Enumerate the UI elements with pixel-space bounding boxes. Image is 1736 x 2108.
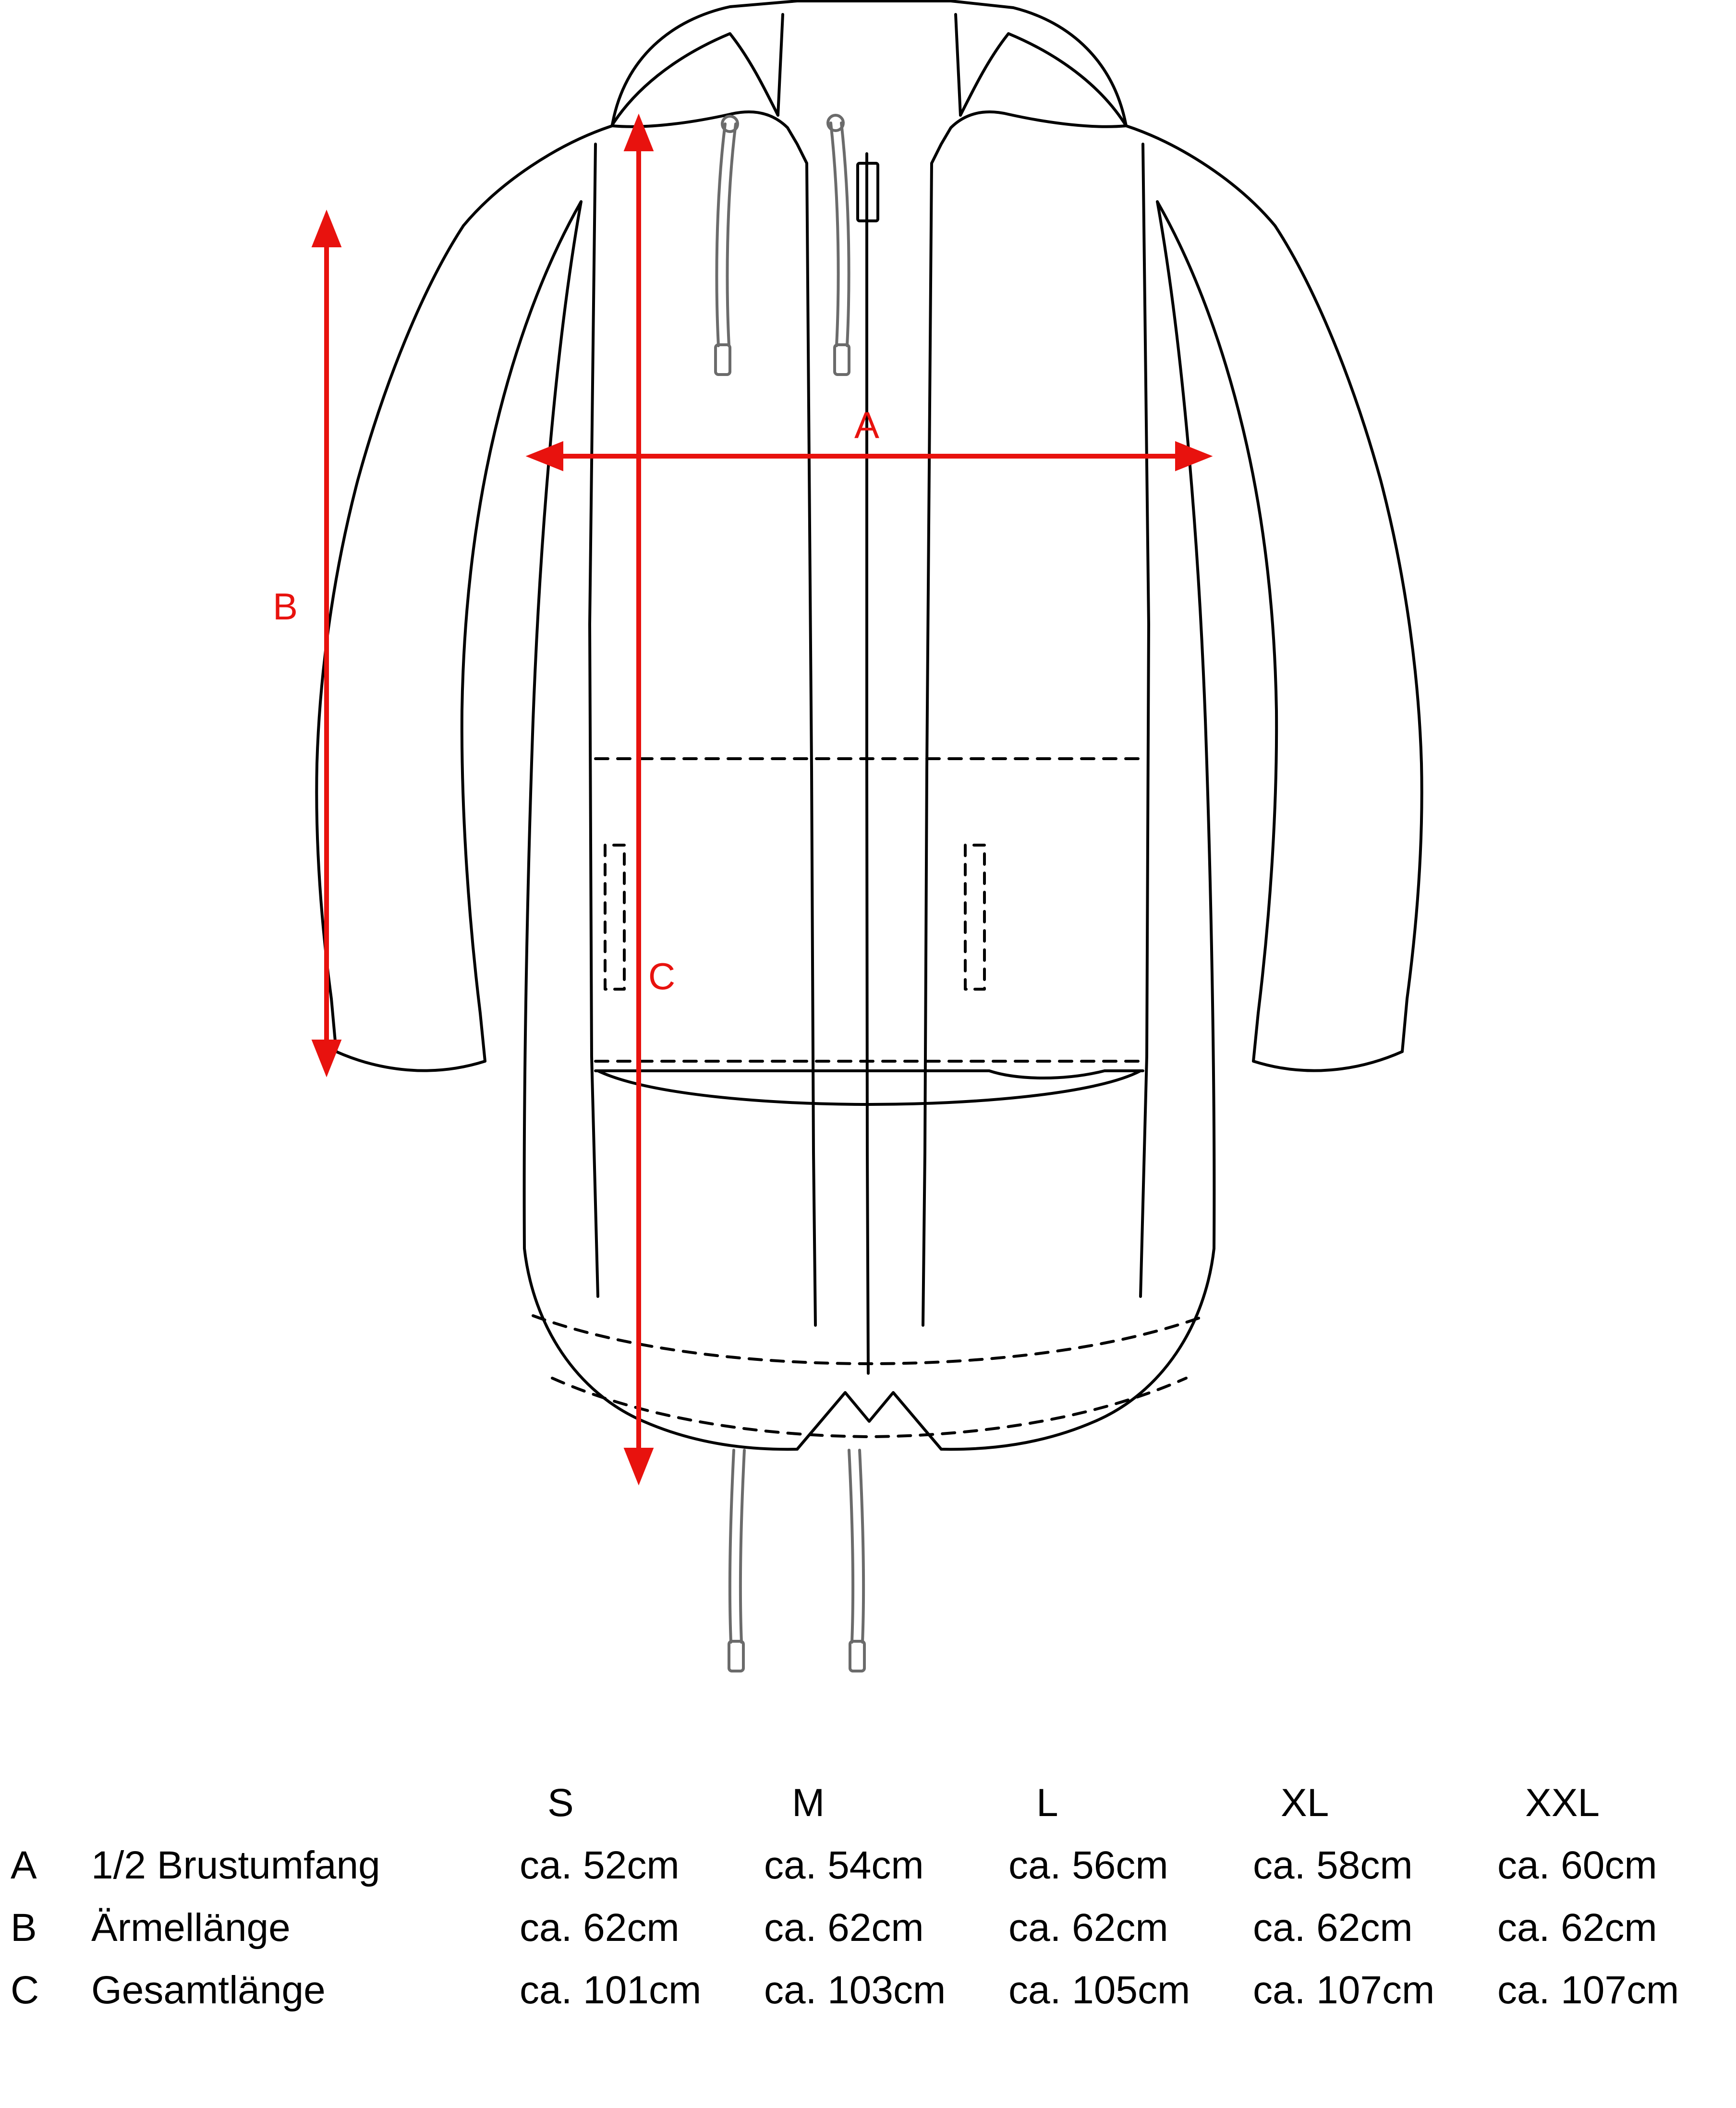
left-cuff — [336, 1052, 485, 1071]
row-b-value-m: ca. 62cm — [764, 1906, 924, 1950]
zipper-line — [867, 154, 868, 1373]
row-a-value-xxl: ca. 60cm — [1497, 1843, 1657, 1887]
row-key-c: C — [11, 1968, 39, 2012]
row-b-value-l: ca. 62cm — [1008, 1906, 1168, 1950]
left-sleeve-outer — [316, 226, 463, 1052]
size-header-xl: XL — [1281, 1781, 1329, 1825]
pocket-opening-right — [965, 845, 984, 989]
pocket-curve — [598, 1071, 1141, 1104]
row-b-value-xl: ca. 62cm — [1253, 1906, 1413, 1950]
row-a-value-l: ca. 56cm — [1008, 1843, 1168, 1887]
table-header-row — [0, 1772, 1736, 1834]
center-front-right — [923, 163, 932, 1325]
row-c-value-l: ca. 105cm — [1008, 1968, 1190, 2012]
dimension-label-a: A — [854, 404, 880, 446]
hood-outline — [612, 1, 1126, 126]
center-front-left — [807, 163, 815, 1325]
measurement-arrows — [315, 120, 1206, 1479]
header-desc-blank — [77, 1772, 514, 1834]
size-header-m: M — [792, 1781, 825, 1825]
row-desc-a: 1/2 Brustumfang — [91, 1843, 380, 1887]
row-desc-b: Ärmellänge — [91, 1906, 291, 1950]
panel-seam-left — [590, 144, 598, 1296]
hem-notch — [797, 1393, 941, 1449]
row-key-a: A — [11, 1843, 37, 1887]
panel-seam-right — [1141, 144, 1149, 1296]
body-right-side — [1157, 202, 1214, 1248]
row-key-b: B — [11, 1906, 37, 1950]
hem-drawcords — [729, 1450, 864, 1671]
row-desc-c: Gesamtlänge — [91, 1968, 326, 2012]
size-header-s: S — [547, 1781, 574, 1825]
dimension-label-b: B — [272, 585, 298, 628]
right-sleeve-outer — [1275, 226, 1422, 1052]
hood-drawcords — [716, 115, 849, 375]
row-b-value-xxl: ca. 62cm — [1497, 1906, 1657, 1950]
table-row — [0, 1897, 1736, 1959]
header-key-blank — [0, 1772, 77, 1834]
row-c-value-s: ca. 101cm — [520, 1968, 702, 2012]
body-left-side — [524, 202, 581, 1248]
row-c-value-m: ca. 103cm — [764, 1968, 946, 2012]
size-table — [0, 1772, 1736, 2022]
pocket-opening-left — [605, 845, 624, 989]
size-header-l: L — [1036, 1781, 1058, 1825]
row-b-value-s: ca. 62cm — [520, 1906, 680, 1950]
row-a-value-s: ca. 52cm — [520, 1843, 680, 1887]
row-a-value-xl: ca. 58cm — [1253, 1843, 1413, 1887]
row-c-value-xxl: ca. 107cm — [1497, 1968, 1679, 2012]
right-cuff — [1253, 1052, 1402, 1071]
pocket-bottom-solid — [595, 1071, 1143, 1078]
table-row — [0, 1834, 1736, 1897]
hem-right — [941, 1248, 1214, 1449]
size-header-xxl: XXL — [1525, 1781, 1600, 1825]
size-table-container — [0, 1772, 1736, 2022]
dimension-label-c: C — [648, 955, 676, 997]
table-row — [0, 1959, 1736, 2022]
row-a-value-m: ca. 54cm — [764, 1843, 924, 1887]
hem-topstitch-2 — [552, 1378, 1186, 1437]
row-c-value-xl: ca. 107cm — [1253, 1968, 1435, 2012]
